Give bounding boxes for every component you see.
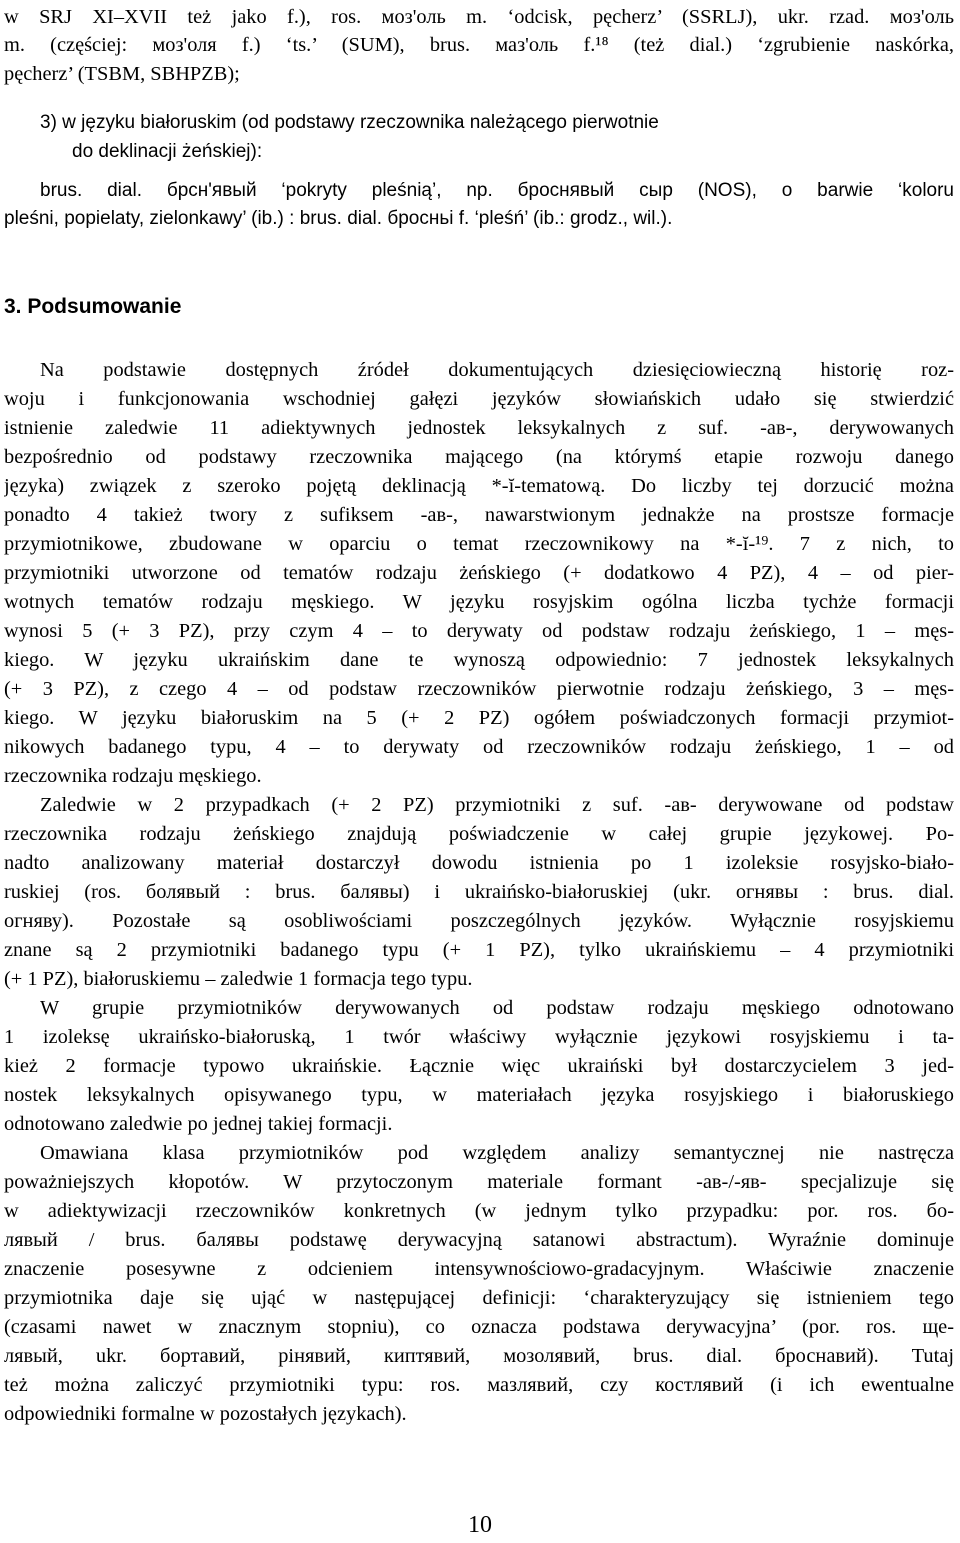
text-line: przymiotnika daje się ująć w następującej definicji: ‘charakteryzujący się istnieniem tego	[4, 1287, 954, 1309]
text-line: m. (częściej: моз'оля f.) ‘ts.’ (SUM), brus. маз'оль f.¹⁸ (też dial.) ‘zgrubienie naskórka,	[4, 34, 954, 56]
text-line: odnotowano zaledwie po jednej takiej formacji.	[4, 1113, 393, 1135]
text-line: kież 2 formacje typowo ukraińskie. Łącznie więc ukraiński był dostarczycielem 3 jed-	[4, 1055, 954, 1077]
page-number: 10	[468, 1512, 492, 1538]
text-line: лявый / brus. балявы podstawę derywacyjną satanowi abstractum). Wyraźnie dominuje	[4, 1229, 954, 1251]
text-line: języka) związek z szeroko pojętą deklinacją *-ĭ-tematową. Do liczby tej dorzucić można	[4, 475, 954, 497]
text-line: (+ 3 PZ), z czego 4 – od podstaw rzeczowników pierwotnie rodzaju żeńskiego, 3 – męs-	[4, 678, 954, 700]
text-line: 1 izoleksę ukraińsko-białoruską, 1 twór właściwy wyłącznie językowi rosyjskiemu i ta-	[4, 1026, 954, 1048]
text-line: w adiektywizacji rzeczowników konkretnych (w jednym tylko przypadku: por. ros. бо-	[4, 1200, 954, 1222]
text-line: rzeczownika rodzaju męskiego.	[4, 765, 262, 787]
text-line: лявый, ukr. бортавий, рінявий, киптявий, мозолявий, brus. dial. броснавий). Tutaj	[4, 1345, 954, 1367]
text-line: poważniejszych kłopotów. W przytoczonym materiale formant -ав-/-яв- specjalizuje się	[4, 1171, 954, 1193]
text-line: огняву). Pozostałe są osobliwościami poszczególnych języków. Wyłącznie rosyjskiemu	[4, 910, 954, 932]
text-line: (czasami nawet w znacznym stopniu), co oznacza podstawa derywacyjna’ (por. ros. ще-	[4, 1316, 954, 1338]
text-line: ruskiej (ros. болявый : brus. балявы) i ukraińsko-białoruskiej (ukr. огнявы : brus. dial.	[4, 881, 954, 903]
text-line: ponadto 4 takież twory z sufiksem -ав-, nawarstwionym jednakże na prostsze formacje	[4, 504, 954, 526]
text-line: istnienie zaledwie 11 adiektywnych jednostek leksykalnych z suf. -ав-, derywowanych	[4, 417, 954, 439]
text-line: znane są 2 przymiotniki badanego typu (+ 1 PZ), tylko ukraińskiemu – 4 przymiotniki	[4, 939, 954, 961]
text-line: znaczenie posesywne z odcieniem intensywnościowo-gradacyjnym. Właściwie znaczenie	[4, 1258, 954, 1280]
text-line: kiego. W języku ukraińskim dane te wynoszą odpowiednio: 7 jednostek leksykalnych	[4, 649, 954, 671]
text-line: nadto analizowany materiał dostarczył dowodu istnienia po 1 izoleksie rosyjsko-biało-	[4, 852, 954, 874]
section-heading: 3. Podsumowanie	[4, 295, 182, 318]
text-line: brus. dial. брсн'явый ‘pokryty pleśnią’, np. броснявый сыр (NOS), o barwie ‘koloru	[40, 180, 954, 201]
text-line: przymiotniki utworzone od tematów rodzaju żeńskiego (+ dodatkowo 4 PZ), 4 – od pier-	[4, 562, 954, 584]
text-line: Zaledwie w 2 przypadkach (+ 2 PZ) przymiotniki z suf. -ав- derywowane od podstaw	[40, 794, 954, 816]
text-line: (+ 1 PZ), białoruskiemu – zaledwie 1 formacja tego typu.	[4, 968, 473, 990]
text-line: rzeczownika rodzaju żeńskiego znajdują poświadczenie w całej grupie językowej. Po-	[4, 823, 954, 845]
text-line: Na podstawie dostępnych źródeł dokumentujących dziesięciowieczną historię roz-	[40, 359, 954, 381]
text-line: W grupie przymiotników derywowanych od podstaw rodzaju męskiego odnotowano	[40, 997, 954, 1019]
text-line: też można zaliczyć przymiotniki typu: ros. мазлявий, czy костлявий (i ich ewentualne	[4, 1374, 954, 1396]
text-line: do deklinacji żeńskiej):	[72, 141, 263, 162]
text-line: 3) w języku białoruskim (od podstawy rzeczownika należącego pierwotnie	[40, 112, 659, 133]
text-line: wotnych tematów rodzaju męskiego. W języku rosyjskim ogólna liczba tychże formacji	[4, 591, 954, 613]
text-line: woju i funkcjonowania wschodniej gałęzi języków słowiańskich udało się stwierdzić	[4, 388, 954, 410]
text-line: odpowiedniki formalne w pozostałych językach).	[4, 1403, 407, 1425]
text-line: pęcherz’ (TSBM, SBHPZB);	[4, 63, 240, 85]
text-line: nostek leksykalnych opisywanego typu, w materiałach języka rosyjskiego i białoruskiego	[4, 1084, 954, 1106]
text-line: wynosi 5 (+ 3 PZ), przy czym 4 – to derywaty od podstaw rodzaju żeńskiego, 1 – męs-	[4, 620, 954, 642]
text-line: przymiotnikowe, zbudowane w oparciu o temat rzeczownikowy na *-ĭ-¹⁹. 7 z nich, to	[4, 533, 954, 555]
text-line: bezpośrednio od podstawy rzeczownika mającego (na którymś etapie rozwoju danego	[4, 446, 954, 468]
text-line: w SRJ XI–XVII też jako f.), ros. моз'оль m. ‘odcisk, pęcherz’ (SSRLJ), ukr. rzad. моз'оль	[4, 6, 954, 28]
text-line: Omawiana klasa przymiotników pod względem analizy semantycznej nie nastręcza	[40, 1142, 954, 1164]
text-line: nikowych badanego typu, 4 – to derywaty od rzeczowników rodzaju żeńskiego, 1 – od	[4, 736, 954, 758]
text-line: kiego. W języku białoruskim na 5 (+ 2 PZ) ogółem poświadczonych formacji przymiot-	[4, 707, 954, 729]
text-line: pleśni, popielaty, zielonkawy’ (ib.) : brus. dial. бросньi f. ‘pleśń’ (ib.: grodz., wil.).	[4, 208, 673, 229]
